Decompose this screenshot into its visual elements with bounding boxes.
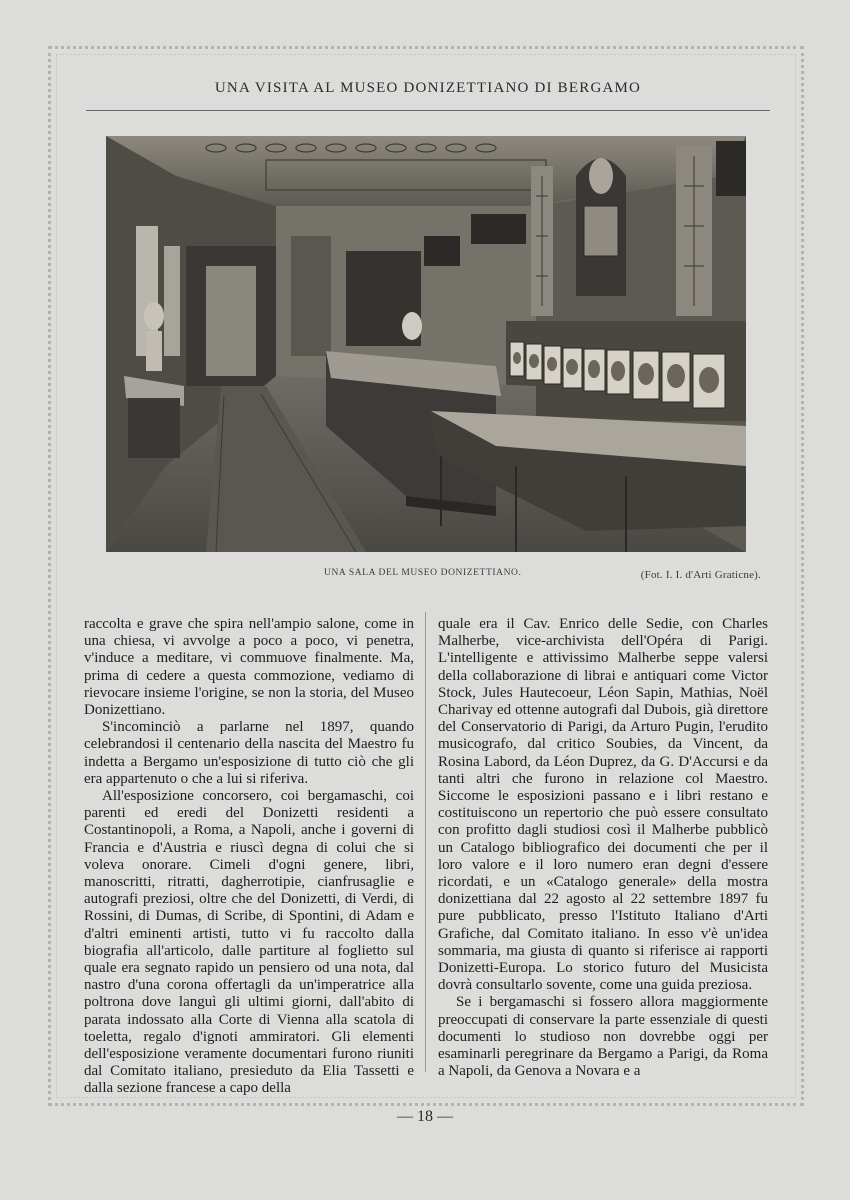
- running-header: UNA VISITA AL MUSEO DONIZETTIANO DI BERGAMO: [214, 80, 642, 96]
- paragraph: quale era il Cav. Enrico delle Sedie, con Charles Malherbe, vice-archivista dell'Opéra di Parigi. L'intelligente e attivissimo Malherbe seppe valersi della collaborazione di librai e antiquari come Victor Stock, Jules Hautecoeur, Léon Sapin, Mathias, Noël Charivay ed ottenne autografi dal Dubois, già direttore del Conservatorio di Parigi, da Arturo Pugin, l'erudito musicografo, dal critico Soubies, da Vincent, da Rosina Labord, da Léon Duprez, da G. D'Accursi e da tanti altri che furono in relazione col Maestro. Siccome le esposizioni passano e i libri restano e costituiscono un repertorio che può essere consultato con profitto dagli studiosi così il Malherbe pubblicò un Catalogo bibliografico dei documenti che per il loro valore e il loro numero eran degni d'essere ricordati, e un «Catalogo generale» della mostra donizettiana dal 22 agosto al 22 settembre 1897 fu pure pubblicato, presso l'Istituto Italiano d'Arti Grafiche, dal Comitato italiano. In esso v'è un'idea sommaria, ma giusta di quanto si riferisce ai rapporti Donizetti-Europa. Lo storico futuro del Musicista dovrà consultarlo sovente, come una guida preziosa.: [438, 616, 768, 994]
- museum-hall-photograph: [106, 136, 746, 552]
- header-rule: [86, 110, 770, 111]
- caption-title: UNA SALA DEL MUSEO DONIZETTIANO.: [324, 568, 522, 578]
- right-text-column: [438, 616, 768, 1080]
- column-divider: [425, 612, 426, 1072]
- paragraph: raccolta e grave che spira nell'ampio salone, come in una chiesa, vi avvolge a poco a poco, vi penetra, v'induce a meditare, vi commuove finalmente. Ma, prima di cedere a questa commozione, vediamo di rievocare insieme l'origine, se non la storia, del Museo Donizettiano.: [84, 616, 414, 719]
- paragraph: All'esposizione concorsero, coi bergamaschi, coi parenti ed eredi del Donizetti residenti a Costantinopoli, a Roma, a Napoli, anche i governi di Francia e d'Austria e riuscì degna di colui che si voleva onorare. Cimeli d'ogni genere, libri, manoscritti, ritratti, dagherrotipie, cianfrusaglie e autografi preziosi, oltre che del Donizetti, di Verdi, di Rossini, di Dumas, di Scribe, di Spontini, di Adam e d'altri eminenti artisti, tutto vi fu raccolto dalla biografia all'articolo, dalle partiture al foglietto sul quale era segnato rapido un pensiero od una nota, dal nastro d'una corona offertagli da un'imperatrice alla poltrona dove languì gli ultimi giorni, dall'abito di parata indossato alla Corte di Vienna alla scatola di toeletta, regalo d'ignoti ammiratori. Gli elementi dell'esposizione veramente documentari furono riuniti dal Comitato italiano, presieduto da Elia Tassetti e dalla sezione francese a capo della: [84, 788, 414, 1097]
- paragraph: Se i bergamaschi si fossero allora maggiormente preoccupati di conservare la parte essenziale di questi documenti lo studioso non dovrebbe oggi per esaminarli peregrinare da Bergamo a Parigi, da Roma a Napoli, da Genova a Novara e a: [438, 994, 768, 1080]
- left-text-column: [84, 616, 414, 1098]
- photo-credit: (Fot. I. I. d'Arti Graticne).: [640, 569, 761, 581]
- paragraph: S'incominciò a parlarne nel 1897, quando celebrandosi il centenario della nascita del Maestro fu indetta a Bergamo un'esposizione di tutto ciò che gli era appartenuto o che a lui si riferiva.: [84, 719, 414, 787]
- page-number: — 18 —: [397, 1108, 453, 1125]
